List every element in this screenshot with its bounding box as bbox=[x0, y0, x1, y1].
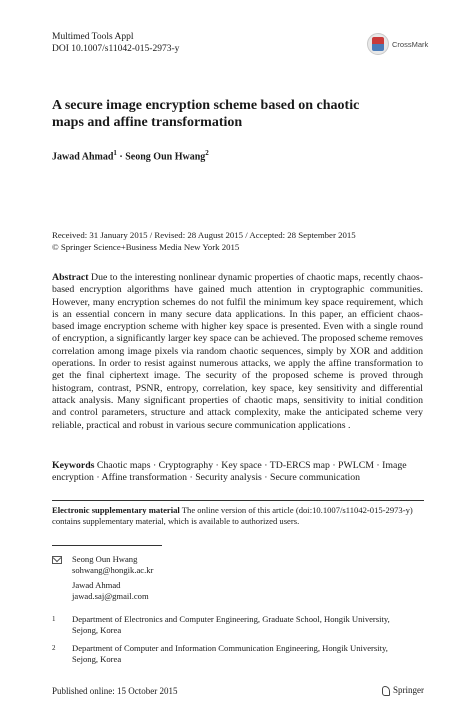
contact-email[interactable]: jawad.saj@gmail.com bbox=[72, 591, 149, 602]
doi[interactable]: DOI 10.1007/s11042-015-2973-y bbox=[52, 44, 180, 54]
title-line-1: A secure image encryption scheme based on chaotic bbox=[52, 98, 360, 113]
journal-header bbox=[52, 31, 179, 55]
published-date: Published online: 15 October 2015 bbox=[52, 686, 178, 696]
contact-1 bbox=[72, 554, 272, 576]
author-2-affiliation: 2 bbox=[205, 149, 209, 157]
author-2: Seong Oun Hwang bbox=[125, 151, 206, 163]
abstract bbox=[52, 272, 423, 432]
envelope-icon bbox=[52, 556, 62, 564]
author-separator: · bbox=[116, 151, 126, 163]
title-line-2: maps and affine transformation bbox=[52, 115, 243, 130]
divider bbox=[52, 500, 424, 501]
paper-title bbox=[52, 97, 412, 131]
crossmark-icon bbox=[367, 33, 389, 55]
abstract-text: Due to the interesting nonlinear dynamic properties of chaotic maps, recently chaos-based encryption algorithms have gained much attention in cryptographic communities. However, many encryption schemes do not fulfil the minimum key space requirement, which is an essential concern in many secure data applications. In this paper, an efficient chaos-based image encryption scheme with higher key space is presented. Even with a single round of encryption, a significantly larger key space can be achieved. The proposed scheme removes correlation among image pixels via random chaotic sequences, simply by XOR and addition operations. In order to resist against numerous attacks, we apply the affine transformation to get the final ciphertext image. The security of the proposed scheme is proved through histogram, contrast, PSNR, entropy, correlation, key space, key sensitivity and differential attack analysis. Many significant properties of chaotic maps, sensitivity to initial condition and control parameters, structure and attack complexity, make the anticipated scheme very reliable, practical and robust in various secure communication applications . bbox=[52, 272, 423, 431]
author-list bbox=[52, 149, 209, 162]
abstract-label: Abstract bbox=[52, 272, 89, 283]
contact-name: Seong Oun Hwang bbox=[72, 554, 138, 564]
springer-horse-icon bbox=[381, 685, 390, 695]
journal-name: Multimed Tools Appl bbox=[52, 32, 134, 42]
copyright: © Springer Science+Business Media New York 2015 bbox=[52, 242, 240, 252]
affiliation-number: 1 bbox=[52, 615, 56, 623]
publisher-logo bbox=[381, 685, 424, 695]
contact-2 bbox=[72, 580, 272, 602]
supplementary-note bbox=[52, 505, 423, 527]
affiliation-number: 2 bbox=[52, 644, 56, 652]
footnote-divider bbox=[52, 545, 162, 546]
affiliation-line: Department of Electronics and Computer Engineering, Graduate School, Hongik University, bbox=[72, 614, 390, 624]
affiliation-line: Department of Computer and Information Communication Engineering, Hongik University, bbox=[72, 643, 388, 653]
contact-email[interactable]: sohwang@hongik.ac.kr bbox=[72, 565, 154, 576]
crossmark-badge[interactable] bbox=[367, 33, 428, 55]
author-1-affiliation: 1 bbox=[113, 149, 117, 157]
affiliation-line: Sejong, Korea bbox=[72, 654, 122, 665]
esm-label: Electronic supplementary material bbox=[52, 505, 180, 515]
received-dates: Received: 31 January 2015 / Revised: 28 August 2015 / Accepted: 28 September 2015 bbox=[52, 230, 356, 240]
contact-name: Jawad Ahmad bbox=[72, 580, 121, 590]
keywords-text: Chaotic maps · Cryptography · Key space · TD-ERCS map · PWLCM · Image encryption · Affine transformation · Security analysis · Secure communication bbox=[52, 460, 407, 484]
keywords bbox=[52, 460, 423, 485]
esm-text: The online version of this article (doi:10.1007/s11042-015-2973-y) contains supplementary material, which is available to authorized users. bbox=[52, 505, 413, 527]
crossmark-label: CrossMark bbox=[392, 39, 429, 49]
publisher-name: Springer bbox=[393, 685, 424, 695]
keywords-label: Keywords bbox=[52, 460, 95, 471]
author-1: Jawad Ahmad bbox=[52, 151, 114, 163]
history-dates bbox=[52, 229, 356, 253]
affiliation-line: Sejong, Korea bbox=[72, 625, 122, 636]
